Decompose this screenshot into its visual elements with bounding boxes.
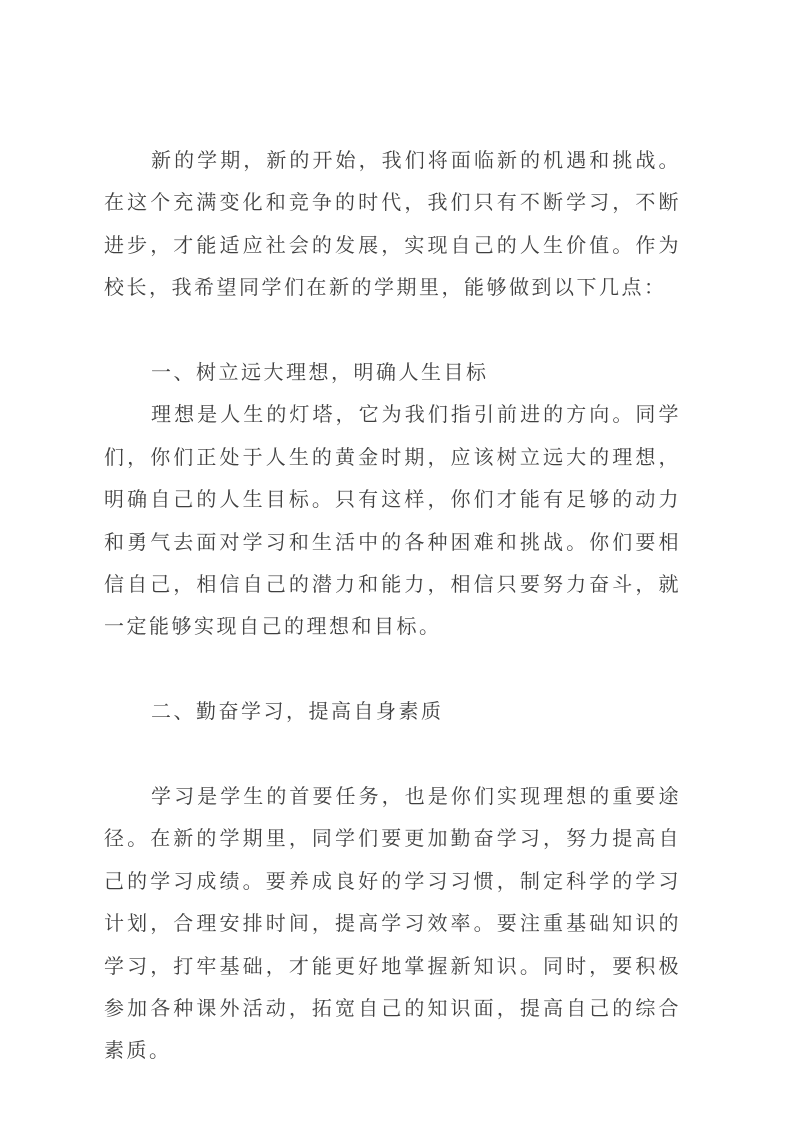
blank-line xyxy=(104,734,681,776)
section-2-heading: 二、勤奋学习，提高自身素质 xyxy=(151,701,444,724)
blank-line xyxy=(104,310,681,352)
document-text-area xyxy=(104,140,681,1073)
intro-paragraph: 新的学期，新的开始，我们将面临新的机遇和挑战。在这个充满变化和竞争的时代，我们只有不断学习，不断进步，才能适应社会的发展，实现自己的人生价值。作为校长，我希望同学们在新的学期里，能够做到以下几点： xyxy=(104,150,681,300)
section-1-heading: 一、树立远大理想，明确人生目标 xyxy=(151,362,489,385)
section-2-body: 学习是学生的首要任务，也是你们实现理想的重要途径。在新的学期里，同学们要更加勤奋学习，努力提高自己的学习成绩。要养成良好的学习习惯，制定科学的学习计划，合理安排时间，提高学习效率。要注重基础知识的学习，打牢基础，才能更好地掌握新知识。同时，要积极参加各种课外活动，拓宽自己的知识面，提高自己的综合素质。 xyxy=(104,786,681,1063)
section-1-body: 理想是人生的灯塔，它为我们指引前进的方向。同学们，你们正处于人生的黄金时期，应该树立远大的理想，明确自己的人生目标。只有这样，你们才能有足够的动力和勇气去面对学习和生活中的各种困难和挑战。你们要相信自己，相信自己的潜力和能力，相信只要努力奋斗，就一定能够实现自己的理想和目标。 xyxy=(104,404,681,639)
blank-line xyxy=(104,649,681,691)
